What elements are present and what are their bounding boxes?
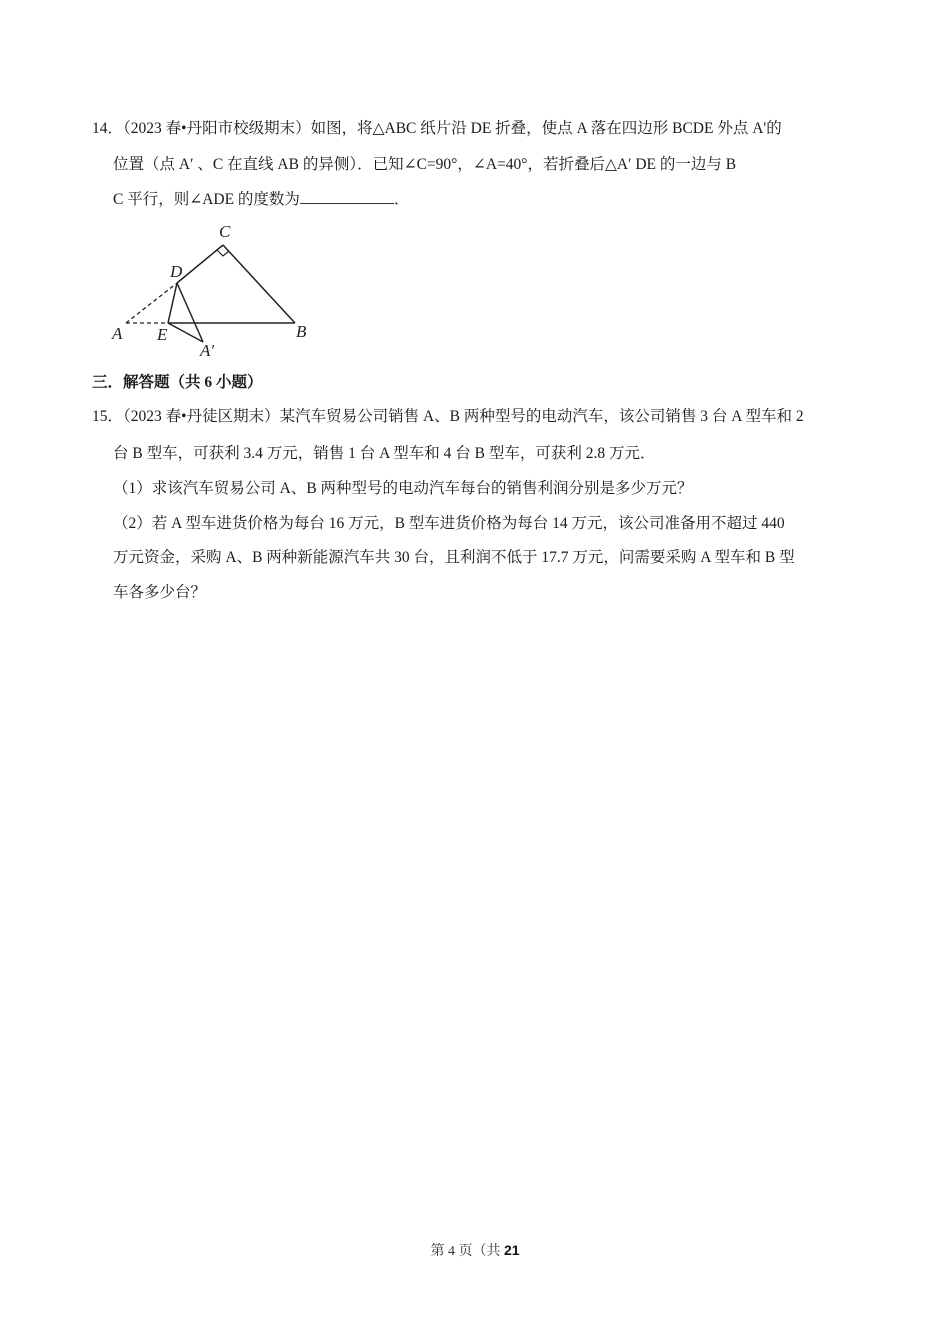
right-angle-icon — [217, 250, 229, 256]
segment-cb — [223, 245, 295, 323]
page-total: 21 — [503, 1242, 520, 1258]
page-footer — [0, 1240, 950, 1260]
q14-line-1 — [92, 119, 860, 139]
label-d: D — [170, 262, 183, 281]
q15-part-2-line-1: （2）若 A 型车进货价格为每台 16 万元，B 型车进货价格为每台 14 万元，该公司准备用不超过 440 — [113, 515, 785, 532]
page-number-text: 第 4 页（共 — [430, 1244, 504, 1259]
label-a-prime: A′ — [200, 341, 215, 360]
q14-line-3 — [113, 189, 409, 210]
q15-text-1: （2023 春•丹徒区期末）某汽车贸易公司销售 A、B 两种型号的电动汽车，该公司销售 3 台 A 型车和 2 — [123, 408, 804, 425]
q15-line-2: 台 B 型车，可获利 3.4 万元，销售 1 台 A 型车和 4 台 B 型车，可获利 2.8 万元． — [113, 445, 656, 462]
answer-blank[interactable] — [300, 189, 394, 204]
q14-source: （2023 春•丹阳市校级期末） — [123, 120, 311, 137]
label-a: A — [112, 324, 123, 343]
label-c: C — [219, 222, 231, 241]
q14-number: 14． — [92, 120, 124, 137]
segment-ea-prime — [168, 323, 203, 342]
label-e: E — [157, 325, 168, 344]
q14-text-1: 如图，将△ABC 纸片沿 DE 折叠，使点 A 落在四边形 BCDE 外点 A'的 — [310, 120, 782, 137]
section-title: 三．解答题（共 6 小题） — [92, 374, 263, 391]
q14-period: ． — [393, 191, 410, 208]
q15-line-1 — [92, 407, 804, 427]
q15-part-1: （1）求该汽车贸易公司 A、B 两种型号的电动汽车每台的销售利润分别是多少万元？ — [113, 480, 693, 497]
q15-number: 15． — [92, 408, 124, 425]
q14-text-3: C 平行，则∠ADE 的度数为 — [113, 191, 300, 208]
segment-dc — [177, 245, 223, 283]
q14-line-2: 位置（点 A′ 、C 在直线 AB 的异侧）．已知∠C=90°，∠A=40°，若折叠后△A′ DE 的一边与 B — [113, 156, 737, 173]
q15-part-2-line-2: 万元资金，采购 A、B 两种新能源汽车共 30 台，且利润不低于 17.7 万元，问需要采购 A 型车和 B 型 — [113, 549, 795, 566]
segment-de — [168, 283, 177, 323]
triangle-fold-figure — [100, 215, 330, 365]
label-b: B — [296, 322, 307, 341]
segment-da-prime — [177, 283, 203, 342]
q15-part-2-line-3: 车各多少台？ — [113, 584, 207, 601]
